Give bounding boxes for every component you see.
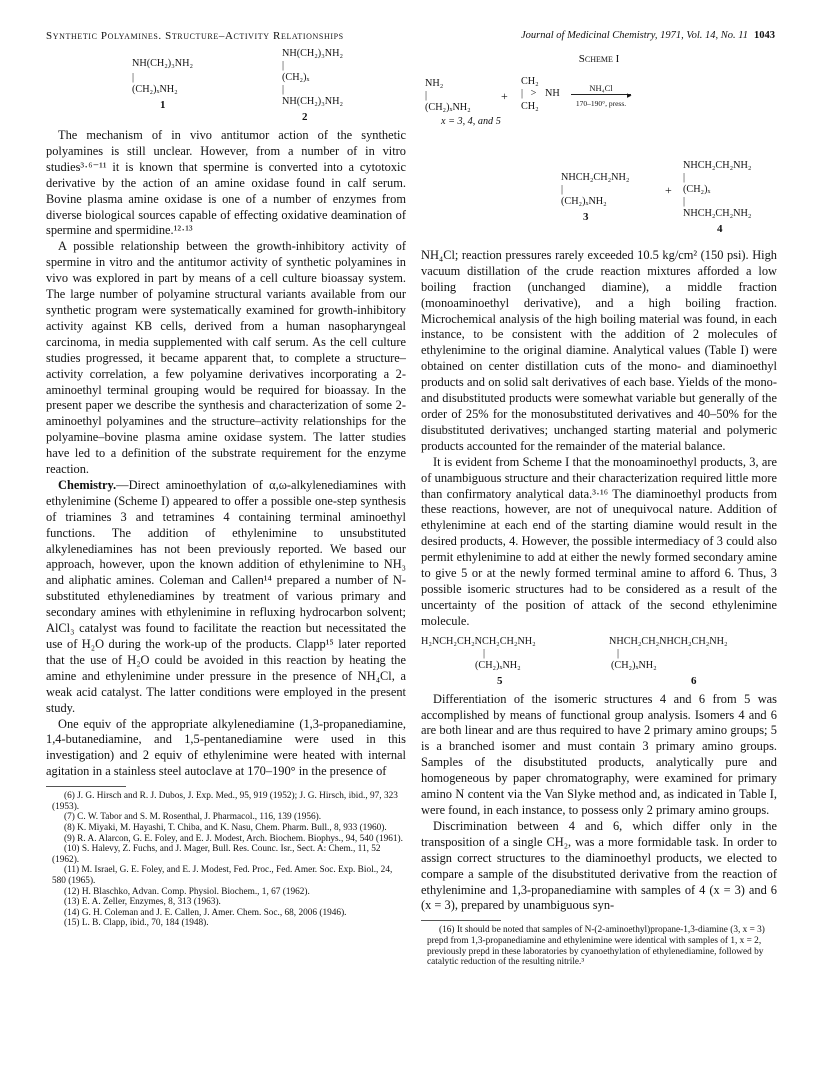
- structure-6-bond: |: [617, 647, 620, 659]
- conditions-label: 170–190°, press.: [575, 98, 627, 108]
- footnote-8: (8) K. Miyaki, M. Hayashi, T. Chiba, and K. Nasu, Chem. Pharm. Bull., 8, 933 (1960).: [64, 822, 387, 833]
- aziridine-ch2-bottom: CH₂: [521, 100, 539, 112]
- aziridine-ring-bond: | >: [521, 87, 537, 99]
- footnote-14: (14) G. H. Coleman and J. E. Callen, J. Amer. Chem. Soc., 68, 2006 (1946).: [64, 907, 347, 918]
- product-3-line2: (CH₂)ₓNH₂: [561, 195, 607, 207]
- page-number: 1043: [754, 30, 775, 41]
- chemistry-text: —Direct aminoethylation of α,ω-alkylenediamines with ethylenimine (Scheme I) appeared to offer a possible one-step synthesis of triamines 3 and tetramines 4 containing terminal aminoethyl functions. The addition of ethylenimine to unsubstituted alkylenediamines has not been previously reported. We based our approach, however, upon the known addition of ethylenimine to NH₃ and aliphatic amines. Coleman and Callen¹⁴ prepared a number of N-substituted ethylenediamines by treatment of various primary and secondary amines with ethylenimine in refluxing hydrocarbon solvent; AlCl₃ catalyst was found to facilitate the reaction but necessitated the use of H₂O during the work-up of the products. Clapp¹⁵ later reported that the use of H₂O could be avoided in this reaction by heating the amine and ethylenimine under pressure in the presence of NH₄Cl, a weak acid catalyst. The latter conditions were employed in the present study.: [46, 477, 406, 715]
- aziridine-nh: NH: [545, 87, 560, 99]
- structure-1-line2: (CH₂)ₓNH₂: [132, 84, 178, 95]
- product-4-line3: NHCH₂CH₂NH₂: [683, 207, 752, 219]
- footnote-9: (9) R. A. Alarcon, G. E. Foley, and E. J. Modest, Arch. Biochem. Biophys., 94, 540 (1961).: [64, 833, 403, 844]
- structure-5-bond: |: [483, 647, 486, 659]
- reaction-arrowhead: ▸: [627, 89, 632, 100]
- paragraph-relationship: A possible relationship between the growth-inhibitory activity of spermine in vitro and the antitumor activity of synthetic polyamines in vivo was explored in part by means of a cell culture bioassay system. The large number of polyamine structural variants available from our synthetic program were systematically examined for growth-inhibitory activity against KB cells, derived from a human nasopharyngeal carcinoma, in media supplemented with calf serum. As the cell culture studies progressed, it became apparent that, to complete a structure–activity correlation, a few polyamine derivatives incorporating a 2-aminoethyl terminal grouping would be required for bioassay. In the present paper we describe the synthesis and characterization of some 2-aminoethyl polyamines and the structure–activity relationships for the polyamine–bovine plasma amine oxidase system. The latter studies have led to a definition of the substrate requirement for the enzyme reaction.: [46, 239, 406, 477]
- paragraph-nh4cl: NH₄Cl; reaction pressures rarely exceeded 10.5 kg/cm² (150 psi). High vacuum distillation of the crude reaction mixtures afforded a low boiling fraction (unchanged diamine), a middle fraction (monoaminoethyl derivative), and a high boiling fraction. Microchemical analysis of the high boiling material was found, in each instance, to be consistent with the addition of 2 molecules of ethylenimine to the original diamine. Analytical values (Table I) were obtained on center distillation cuts of the mono- and diaminoethyl products and on solid salt derivatives of each base. Yields of the mono- and disubstituted products were somewhat variable but generally of the order of 25% for the monosubstituted derivatives and 40–50% for the disubstituted derivatives; unchanged starting material and polymeric products accounted for the remainder of the material balance.: [421, 247, 777, 453]
- footnote-15: (15) L. B. Clapp, ibid., 70, 184 (1948).: [64, 918, 209, 929]
- right-column: [421, 48, 777, 968]
- structure-6-line1: NHCH₂CH₂NHCH₂CH₂NH₂: [609, 635, 728, 647]
- structures-5-6: [421, 634, 777, 692]
- structure-6-line2: (CH₂)ₓNH₂: [611, 659, 657, 671]
- structure-2-bond-a: |: [282, 60, 285, 71]
- footnote-7: (7) C. W. Tabor and S. M. Rosenthal, J. Pharmacol., 116, 139 (1956).: [64, 812, 322, 823]
- reactant-diamine-line2: (CH₂)ₓNH₂: [425, 101, 471, 113]
- structure-5-label: 5: [497, 674, 503, 687]
- footnote-10: (10) S. Halevy, Z. Fuchs, and J. Mager, Bull. Res. Counc. Isr., Sect. A: Chem., 11, 52 (1962).: [52, 844, 381, 865]
- footnote-16: (16) It should be noted that samples of N-(2-aminoethyl)propane-1,3-diamine (3, x = 3) prepd from 1,3-propanediamine and ethylenimine were identical with samples of 1, x = 2, previously prepd in these laboratories by cyanoethylation of ethylenediamine, followed by catalytic reduction of the resulting nitrile.³: [427, 925, 765, 968]
- journal-citation: Journal of Medicinal Chemistry, 1971, Vol. 14, No. 11: [520, 30, 748, 41]
- reaction-arrow: [571, 94, 631, 95]
- scheme-title: Scheme I: [578, 53, 620, 65]
- product-4-label: 4: [717, 222, 723, 235]
- reagent-label: NH₄Cl: [589, 82, 613, 93]
- structure-2-line2: (CH₂)ₓ: [282, 72, 310, 83]
- footnote-12: (12) H. Blaschko, Advan. Comp. Physiol. Biochem., 1, 67 (1962).: [64, 886, 310, 897]
- section-heading-chemistry: Chemistry.: [58, 477, 117, 492]
- scheme-plus-2: +: [665, 182, 672, 197]
- x-values: x = 3, 4, and 5: [441, 115, 501, 127]
- product-3-label: 3: [583, 210, 589, 223]
- structure-6-label: 6: [691, 674, 697, 687]
- structure-5-line1: H₂NCH₂CH₂NCH₂CH₂NH₂: [421, 635, 536, 647]
- structure-5-line2: (CH₂)ₓNH₂: [475, 659, 521, 671]
- structure-2-label: 2: [302, 111, 308, 123]
- paragraph-chemistry: [46, 478, 406, 717]
- footnote-11: (11) M. Israel, G. E. Foley, and E. J. Modest, Fed. Proc., Fed. Amer. Soc. Exp. Biol., 24, 580 (1965).: [52, 865, 393, 886]
- product-3-line1: NHCH₂CH₂NH₂: [561, 171, 630, 183]
- paragraph-differentiation: Differentiation of the isomeric structures 4 and 6 from 5 was accomplished by means of functional group analysis. Isomers 4 and 6 are both linear and are thus required to have 2 primary amino groups; 5 is a branched isomer and must contain 3 primary amino groups. Samples of the disubstituted products, analytically pure and homogeneous by paper chromatography, were examined for primary amino N content via the Van Slyke method and, as indicated in Table I, were found, in each instance, to possess only 2 primary amino groups.: [421, 691, 777, 817]
- product-4-line2: (CH₂)ₓ: [683, 183, 711, 195]
- footnote-6: (6) J. G. Hirsch and R. J. Dubos, J. Exp. Med., 95, 919 (1952); J. G. Hirsch, ibid., 97, 323 (1953).: [52, 791, 398, 812]
- scheme-plus-1: +: [501, 88, 508, 103]
- structure-2-line3: NH(CH₂)₃NH₂: [282, 96, 344, 107]
- running-header-title: Synthetic Polyamines. Structure–Activity Relationships: [46, 30, 344, 42]
- structure-1-label: 1: [160, 99, 166, 111]
- left-column: [46, 48, 406, 929]
- scheme-1: [421, 72, 777, 248]
- paragraph-mechanism: The mechanism of in vivo antitumor action of the synthetic polyamines is still unclear. However, from a number of in vitro studies³·⁶⁻¹¹ it is known that spermine is converted into a cytotoxic derivative by the action of an amine oxidase found in calf serum. Bovine plasma amine oxidase is one of a number of enzymes from diverse biological sources capable of effecting oxidative deamination of spermine and spermidine.¹²·¹³: [46, 128, 406, 238]
- reactant-diamine-line1: NH₂: [425, 77, 444, 89]
- structures-1-2: [46, 48, 406, 128]
- structure-2-bond-b: |: [282, 84, 285, 95]
- structure-1-bond: |: [132, 72, 135, 83]
- paragraph-discrimination: Discrimination between 4 and 6, which differ only in the transposition of a single CH₂, was a more formidable task. In order to assign correct structures to the diaminoethyl products, we elected to compare a sample of the disubstituted derivative from the reaction of ethylenimine and 1,3-propanediamine with samples of 4 (x = 3) and 6 (x = 3), prepared by unambiguous syn-: [421, 818, 777, 913]
- product-4-bond-b: |: [683, 195, 686, 207]
- reactant-diamine-bond: |: [425, 89, 428, 101]
- running-header-journal: [521, 30, 775, 41]
- aziridine-ch2-top: CH₂: [521, 75, 539, 87]
- footnote-rule: [46, 786, 126, 787]
- footnote-rule-right: [421, 920, 501, 921]
- product-4-line1: NHCH₂CH₂NH₂: [683, 159, 752, 171]
- structure-1-line1: NH(CH₂)₃NH₂: [132, 58, 194, 69]
- paragraph-evident: It is evident from Scheme I that the monoaminoethyl products, 3, are of unambiguous structure and their characterization required little more than confirmatory analytical data.³·¹⁶ The diaminoethyl products from these reactions, however, are not of unequivocal nature. Addition of ethylenimine at each end of the starting diamine would result in the desired products, 4. However, the possible intermediacy of 3 could also permit ethylenimine to add at either the newly formed secondary amine to give 5 or at the newly formed terminal amine to afford 6. Thus, 3 possible isomeric structures had to be considered as a result of the uncertainty of the position of attack of the second ethylenimine molecule.: [421, 454, 777, 628]
- product-3-bond: |: [561, 183, 564, 195]
- paragraph-procedure: One equiv of the appropriate alkylenediamine (1,3-propanediamine, 1,4-butanediamine, and 1,5-pentanediamine were used in this investigation) and 2 equiv of ethylenimine were heated with internal agitation in a stainless steel autoclave at 170–190° in the presence of: [46, 716, 406, 779]
- footnote-13: (13) E. A. Zeller, Enzymes, 8, 313 (1963).: [64, 897, 221, 908]
- product-4-bond-a: |: [683, 171, 686, 183]
- structure-2-line1: NH(CH₂)₃NH₂: [282, 48, 344, 59]
